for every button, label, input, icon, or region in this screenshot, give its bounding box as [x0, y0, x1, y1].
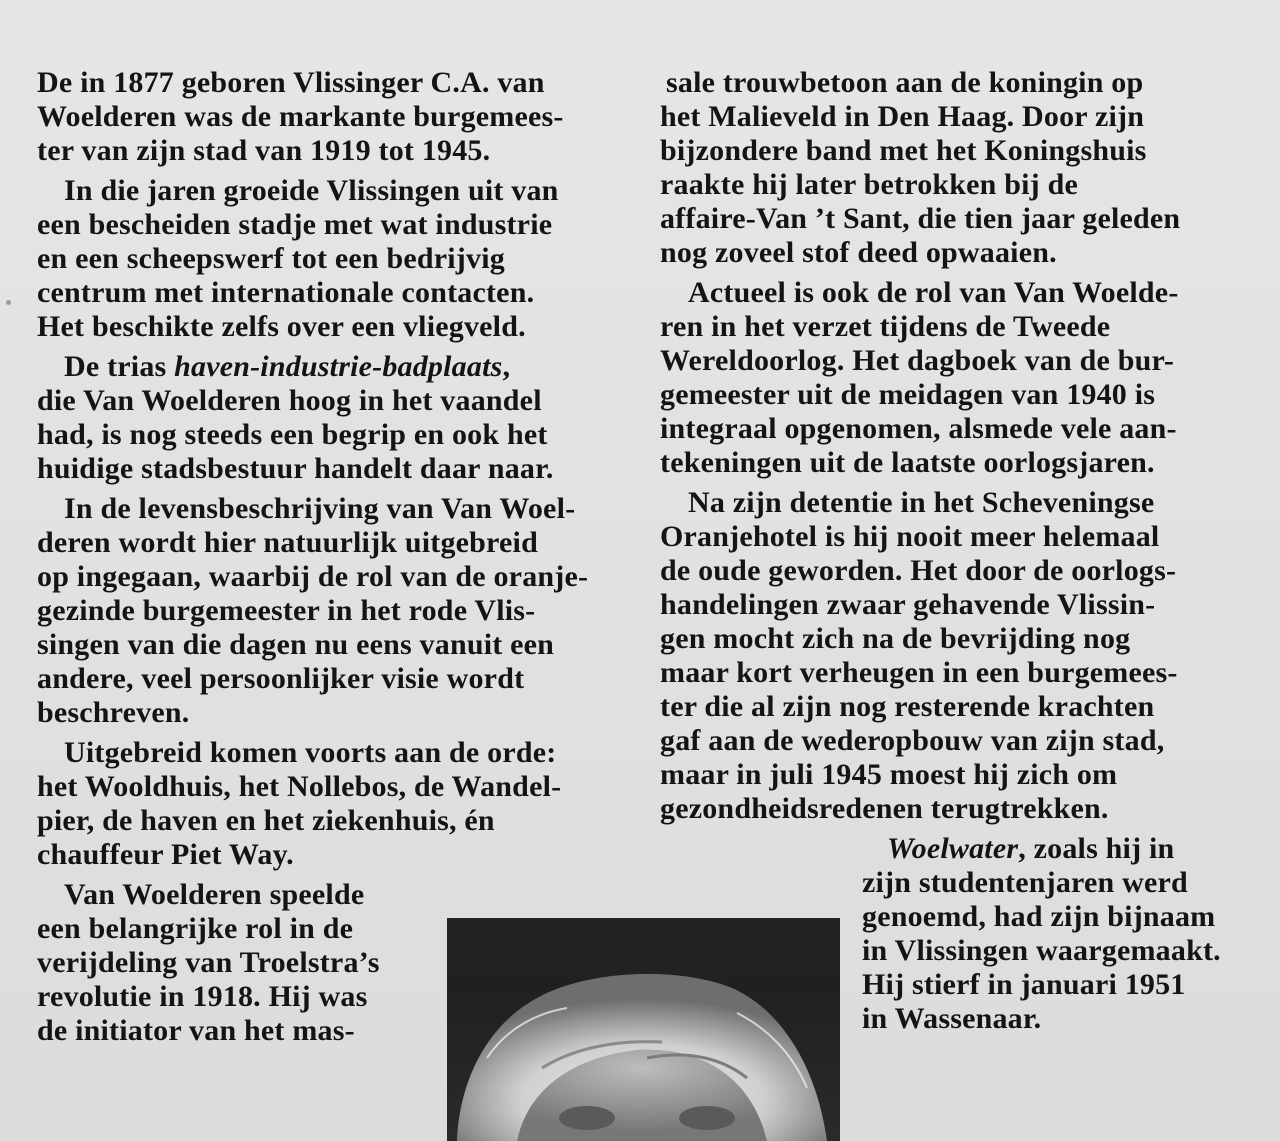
text-segment: maar kort verheugen in een burgemees- — [660, 656, 1178, 689]
right-column-line — [660, 520, 1159, 554]
left-column-line — [37, 384, 542, 418]
text-segment: de oude geworden. Het door de oorlogs- — [660, 554, 1177, 587]
text-segment: gaf aan de wederopbouw van zijn stad, — [660, 724, 1165, 757]
portrait-photo — [447, 918, 840, 1141]
right-column-line — [660, 792, 1109, 826]
text-segment: Uitgebreid komen voorts aan de orde: — [64, 736, 557, 769]
left-column-line — [37, 696, 189, 730]
left-column-line — [37, 310, 526, 344]
left-column-line — [37, 560, 588, 594]
left-column-line — [37, 1014, 355, 1048]
text-segment: een bescheiden stadje met wat industrie — [37, 208, 553, 241]
text-segment: nog zoveel stof deed opwaaien. — [660, 236, 1057, 269]
text-segment: In die jaren groeide Vlissingen uit van — [64, 174, 559, 207]
left-column-line — [64, 174, 559, 208]
text-segment: In de levensbeschrijving van Van Woel- — [64, 492, 576, 525]
left-column-line — [64, 736, 556, 770]
text-segment: en een scheepswerf tot een bedrijvig — [37, 242, 505, 275]
text-segment: Woelderen was de markante burgemees- — [37, 100, 564, 133]
text-segment: De in 1877 geboren Vlissinger C.A. van — [37, 66, 545, 99]
left-column-line — [64, 878, 364, 912]
right-column-line — [660, 656, 1178, 690]
left-column-line — [64, 350, 510, 384]
right-column-line — [660, 310, 1110, 344]
left-column-line — [37, 208, 552, 242]
text-segment: in Vlissingen waargemaakt. — [862, 934, 1221, 967]
left-column-line — [37, 452, 554, 486]
text-segment: Oranjehotel is hij nooit meer helemaal — [660, 520, 1160, 553]
text-segment: gemeester uit de meidagen van 1940 is — [660, 378, 1156, 411]
right-column-line — [660, 168, 1078, 202]
italic-text: haven-industrie-badplaats — [174, 350, 503, 383]
text-segment: singen van die dagen nu eens vanuit een — [37, 628, 555, 661]
text-segment: huidige stadsbestuur handelt daar naar. — [37, 452, 554, 485]
text-segment: Hij stierf in januari 1951 — [862, 968, 1186, 1001]
text-segment: beschreven. — [37, 696, 190, 729]
text-segment: een belangrijke rol in de — [37, 912, 354, 945]
text-segment: in Wassenaar. — [862, 1002, 1042, 1035]
right-column-line — [660, 344, 1174, 378]
text-segment: tekeningen uit de laatste oorlogsjaren. — [660, 446, 1155, 479]
text-segment: centrum met internationale contacten. — [37, 276, 535, 309]
left-column-line — [37, 980, 367, 1014]
left-column-line — [37, 912, 353, 946]
text-segment: ren in het verzet tijdens de Tweede — [660, 310, 1111, 343]
left-column-line — [37, 418, 548, 452]
text-segment: op ingegaan, waarbij de rol van de oranje- — [37, 560, 589, 593]
left-column-line — [37, 100, 564, 134]
text-segment: , — [502, 350, 511, 383]
text-segment: integraal opgenomen, alsmede vele aan- — [660, 412, 1177, 445]
paper-mark — [6, 300, 11, 305]
text-segment: chauffeur Piet Way. — [37, 838, 294, 871]
text-segment: het Wooldhuis, het Nollebos, de Wandel- — [37, 770, 562, 803]
text-segment: bijzondere band met het Koningshuis — [660, 134, 1147, 167]
text-segment: zijn studentenjaren werd — [862, 866, 1188, 899]
italic-text: Woelwater — [887, 832, 1019, 865]
text-segment: die Van Woelderen hoog in het vaandel — [37, 384, 542, 417]
text-segment: maar in juli 1945 moest hij zich om — [660, 758, 1118, 791]
right-column-line — [660, 554, 1176, 588]
right-column-line — [660, 724, 1164, 758]
text-segment: andere, veel persoonlijker visie wordt — [37, 662, 525, 695]
left-column-line — [37, 594, 535, 628]
text-segment: , zoals hij in — [1018, 832, 1175, 865]
right-column-line — [660, 202, 1180, 236]
text-segment: de initiator van het mas- — [37, 1014, 355, 1047]
right-column-line — [688, 276, 1179, 310]
left-column-line — [37, 526, 538, 560]
left-column-line — [37, 242, 505, 276]
text-segment: ter van zijn stad van 1919 tot 1945. — [37, 134, 491, 167]
right-column-line — [862, 934, 1221, 968]
left-column-line — [37, 628, 554, 662]
left-column-line — [37, 662, 524, 696]
text-segment: Het beschikte zelfs over een vliegveld. — [37, 310, 526, 343]
left-column-line — [37, 134, 490, 168]
right-column-line — [862, 866, 1188, 900]
right-column-line — [660, 236, 1057, 270]
right-column-line — [862, 1002, 1041, 1036]
left-column-line — [37, 946, 380, 980]
text-segment: gezondheidsredenen terugtrekken. — [660, 792, 1109, 825]
left-column-line — [37, 838, 294, 872]
left-column-line — [37, 804, 495, 838]
right-column-line — [862, 968, 1186, 1002]
text-segment: deren wordt hier natuurlijk uitgebreid — [37, 526, 538, 559]
text-segment: revolutie in 1918. Hij was — [37, 980, 368, 1013]
left-column-line — [37, 66, 545, 100]
right-column-line — [660, 134, 1147, 168]
text-segment: Van Woelderen speelde — [64, 878, 365, 911]
right-column-line — [660, 758, 1117, 792]
right-column-line — [660, 622, 1130, 656]
text-segment: Wereldoorlog. Het dagboek van de bur- — [660, 344, 1175, 377]
text-segment: het Malieveld in Den Haag. Door zijn — [660, 100, 1145, 133]
text-segment: De trias — [64, 350, 175, 383]
right-column-line — [660, 412, 1177, 446]
right-column-line — [688, 486, 1154, 520]
text-segment: raakte hij later betrokken bij de — [660, 168, 1078, 201]
right-column-line — [660, 446, 1155, 480]
text-segment: handelingen zwaar gehavende Vlissin- — [660, 588, 1156, 621]
left-column-line — [37, 770, 561, 804]
text-segment: verijdeling van Troelstra’s — [37, 946, 380, 979]
right-column-line — [666, 66, 1143, 100]
left-column-line — [37, 276, 534, 310]
right-column-line — [887, 832, 1174, 866]
text-segment: Actueel is ook de rol van Van Woelde- — [688, 276, 1179, 309]
text-segment: genoemd, had zijn bijnaam — [862, 900, 1216, 933]
text-segment: sale trouwbetoon aan de koningin op — [666, 66, 1144, 99]
text-segment: gezinde burgemeester in het rode Vlis- — [37, 594, 536, 627]
text-segment: gen mocht zich na de bevrijding nog — [660, 622, 1131, 655]
text-segment: affaire-Van ’t Sant, die tien jaar geleden — [660, 202, 1181, 235]
text-segment: had, is nog steeds een begrip en ook het — [37, 418, 548, 451]
text-segment: ter die al zijn nog resterende krachten — [660, 690, 1155, 723]
text-segment: Na zijn detentie in het Scheveningse — [688, 486, 1155, 519]
text-segment: pier, de haven en het ziekenhuis, én — [37, 804, 495, 837]
right-column-line — [660, 690, 1154, 724]
right-column-line — [660, 588, 1155, 622]
right-column-line — [862, 900, 1215, 934]
left-column-line — [64, 492, 575, 526]
right-column-line — [660, 100, 1144, 134]
right-column-line — [660, 378, 1155, 412]
